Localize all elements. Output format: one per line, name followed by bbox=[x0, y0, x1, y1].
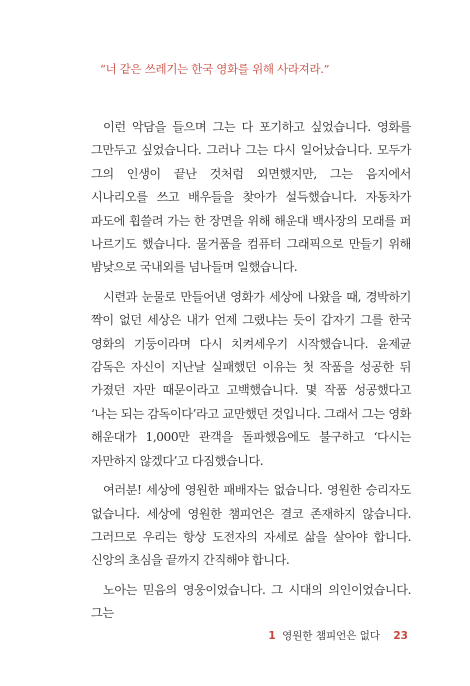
paragraph-3: 여러분! 세상에 영원한 패배자는 없습니다. 영원한 승리자도 없습니다. 세상에 영원한 챔피언은 결코 존재하지 않습니다. 그러므로 우리는 항상 도전자의 자세로 삶을 살아야 합니다. 신앙의 초심을 끝까지 간직해야 합니다. bbox=[91, 483, 411, 568]
body-text bbox=[91, 116, 411, 632]
chapter-number: 1 bbox=[268, 630, 276, 642]
page-number: 23 bbox=[393, 630, 408, 642]
paragraph-1: 이런 악담을 들으며 그는 다 포기하고 싶었습니다. 영화를 그만두고 싶었습니다. 그러나 그는 다시 일어났습니다. 모두가 그의 인생이 끝난 것처럼 외면했지만, 그는 음지에서 시나리오를 쓰고 배우들을 찾아가 설득했습니다. 자동차가 파도에 휩쓸려 가는 한 장면을 위해 해운대 백사장의 모래를 퍼 나르기도 했습니다. 물거품을 컴퓨터 그래픽으로 만들기 위해 밤낮으로 국내외를 넘나들며 일했습니다. bbox=[91, 120, 411, 275]
page-footer bbox=[268, 628, 408, 643]
paragraph-2: 시련과 눈물로 만들어낸 영화가 세상에 나왔을 때, 경박하기 짝이 없던 세상은 내가 언제 그랬냐는 듯이 갑자기 그를 한국 영화의 기둥이라며 다시 치켜세우기 시작했습니다. 윤제균 감독은 자신이 지난날 실패했던 이유는 첫 작품을 성공한 뒤 가졌던 자만 때문이라고 고백했습니다. 몇 작품 성공했다고 ‘나는 되는 감독이다’라고 교만했던 것입니다. 그래서 그는 영화 해운대가 1,000만 관객을 돌파했음에도 불구하고 ‘다시는 자만하지 않겠다’고 다짐했습니다. bbox=[91, 289, 411, 468]
chapter-title: 영원한 챔피언은 없다 bbox=[282, 630, 381, 642]
quote-line: “너 같은 쓰레기는 한국 영화를 위해 사라져라.” bbox=[100, 62, 330, 76]
paragraph-4: 노아는 믿음의 영웅이었습니다. 그 시대의 의인이었습니다. 그는 bbox=[91, 582, 411, 621]
